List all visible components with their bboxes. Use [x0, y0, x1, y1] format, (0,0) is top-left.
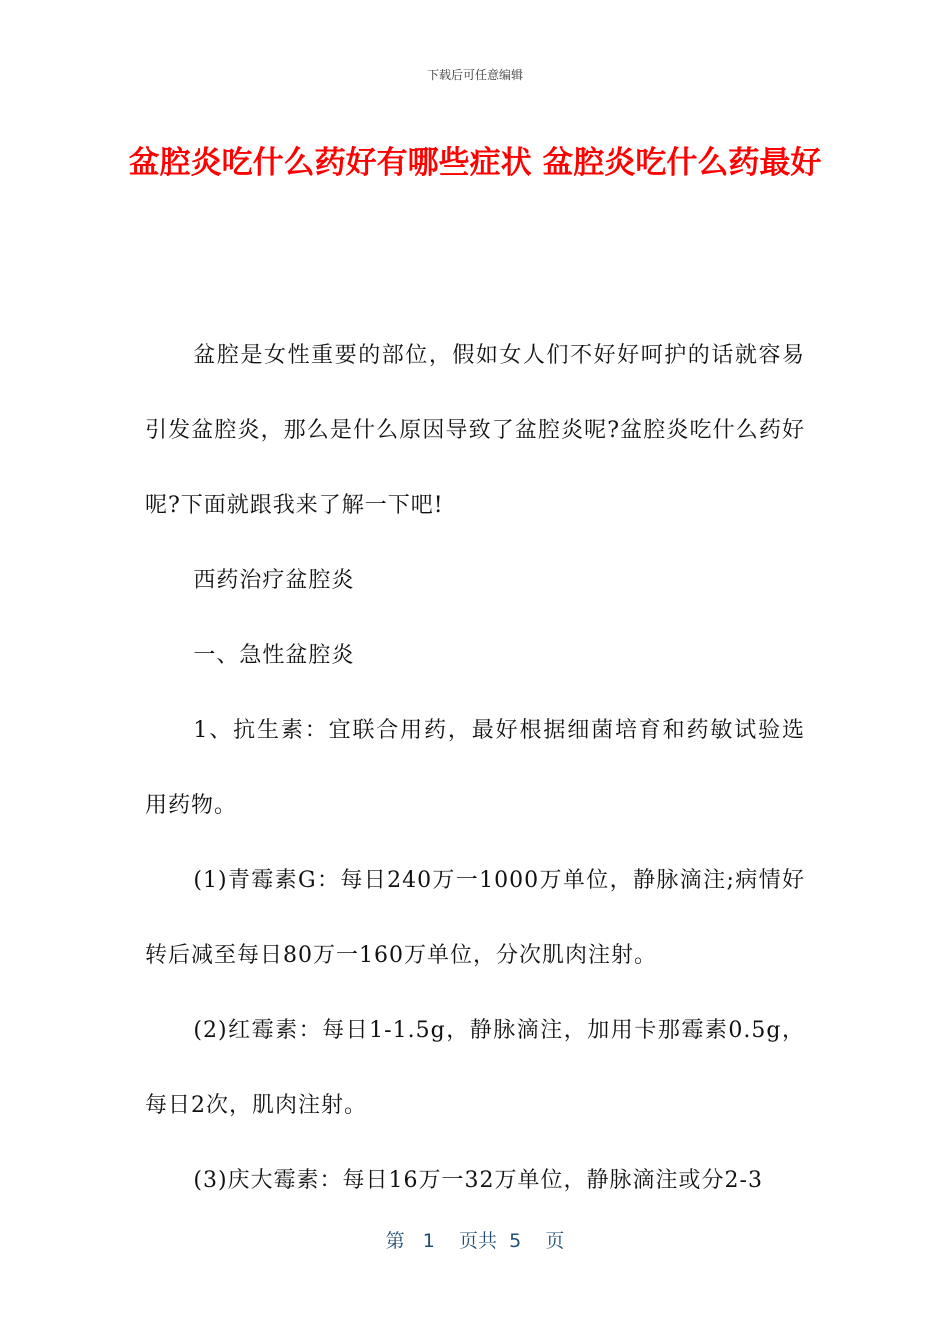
paragraph-gentamicin: (3)庆大霉素：每日16万一32万单位，静脉滴注或分2-3 [193, 1168, 763, 1193]
document-body [145, 318, 805, 1218]
section-heading-western-medicine: 西药治疗盆腔炎 [193, 568, 355, 593]
document-title: 盆腔炎吃什么药好有哪些症状 盆腔炎吃什么药最好 [128, 145, 822, 181]
footer-label-page: 第 [385, 1230, 405, 1252]
paragraph-erythromycin: (2)红霉素：每日1-1.5g，静脉滴注，加用卡那霉素0.5g，每日2次，肌肉注射。 [145, 1018, 805, 1118]
subsection-heading-acute: 一、急性盆腔炎 [193, 643, 355, 668]
page-footer [0, 1226, 950, 1253]
footer-label-total: 页共 [459, 1230, 498, 1252]
footer-current-page: 1 [422, 1230, 435, 1252]
paragraph-intro: 盆腔是女性重要的部位，假如女人们不好好呵护的话就容易引发盆腔炎，那么是什么原因导致了盆腔炎呢?盆腔炎吃什么药好呢?下面就跟我来了解一下吧! [145, 343, 805, 518]
footer-total-pages: 5 [509, 1230, 522, 1252]
paragraph-penicillin: (1)青霉素G：每日240万一1000万单位，静脉滴注;病情好转后减至每日80万一160万单位，分次肌肉注射。 [145, 868, 805, 968]
paragraph-antibiotics: 1、抗生素：宜联合用药，最好根据细菌培育和药敏试验选用药物。 [145, 718, 805, 818]
footer-label-end: 页 [545, 1230, 565, 1252]
header-note: 下载后可任意编辑 [426, 68, 523, 82]
